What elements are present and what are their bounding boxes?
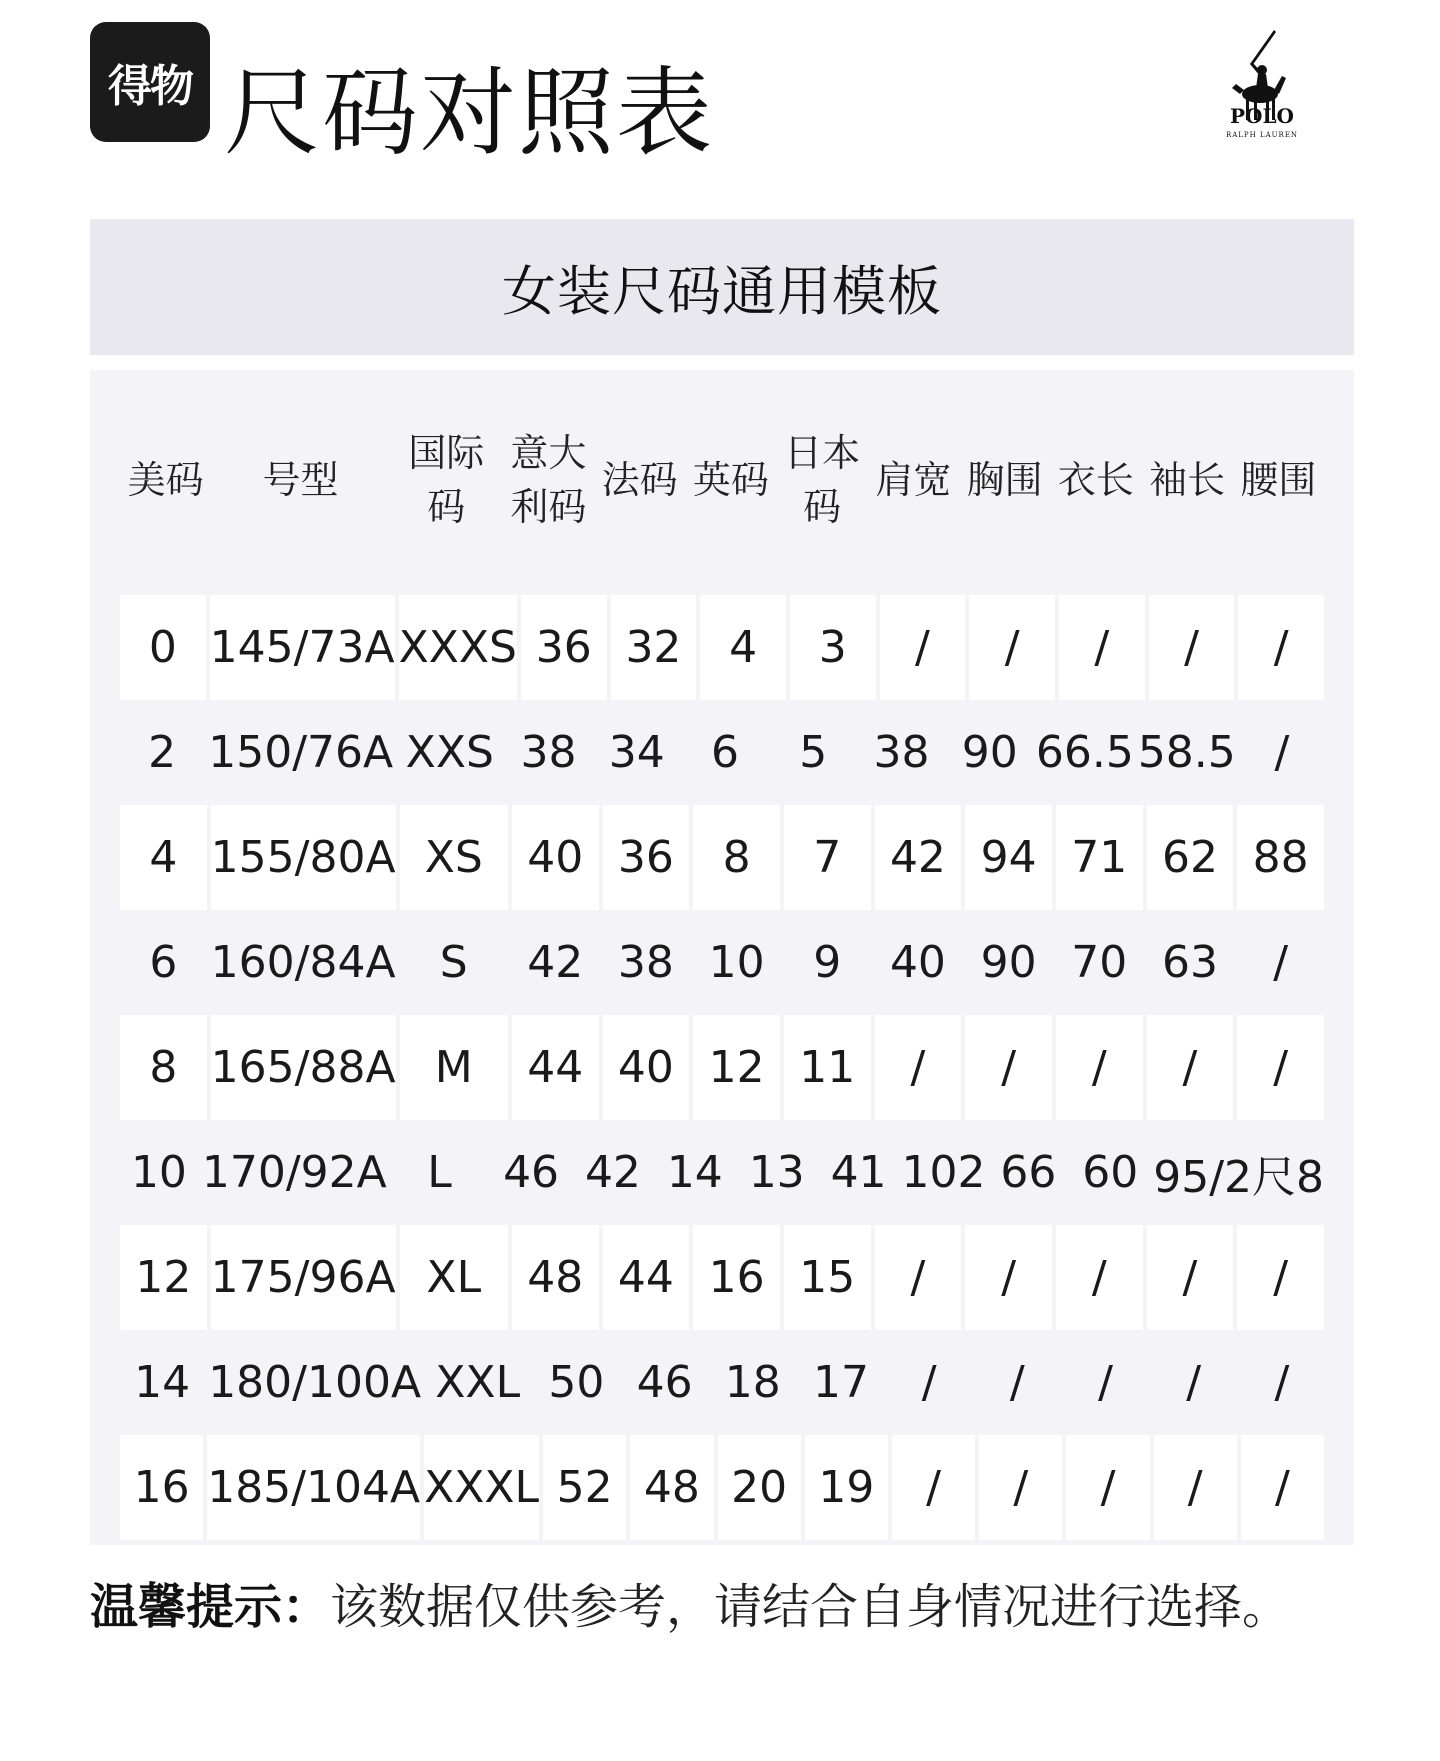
table-header	[120, 370, 1324, 590]
table-cell: 6	[149, 937, 178, 988]
table-cell: 19	[805, 1435, 888, 1540]
table-cell: 36	[603, 805, 690, 910]
table-row	[120, 1120, 1324, 1225]
table-cell: 180/100A	[208, 1357, 422, 1408]
table-cell: 95/2尺8	[1153, 1151, 1325, 1203]
table-cell: 40	[512, 805, 599, 910]
table-cell: 8	[693, 805, 780, 910]
header-cell: 意大利码	[510, 431, 587, 529]
table-cell: /	[1186, 1357, 1202, 1408]
table-cell: 40	[603, 1015, 690, 1120]
table-body	[120, 595, 1324, 1540]
table-cell: 34	[608, 727, 665, 778]
table-cell: 48	[630, 1435, 713, 1540]
table-cell: XXXL	[424, 1435, 539, 1540]
table-cell: 52	[543, 1435, 626, 1540]
table-cell: 12	[693, 1015, 780, 1120]
table-cell: 18	[724, 1357, 781, 1408]
table-cell: /	[1241, 1435, 1324, 1540]
table-cell: 15	[784, 1225, 871, 1330]
table-cell: XL	[400, 1225, 508, 1330]
table-cell: /	[921, 1357, 937, 1408]
table-cell: 38	[520, 727, 577, 778]
table-cell: /	[1147, 1015, 1234, 1120]
table-cell: 10	[130, 1147, 187, 1198]
table-cell: 16	[693, 1225, 780, 1330]
table-cell: 11	[784, 1015, 871, 1120]
table-cell: 38	[873, 727, 930, 778]
table-cell: /	[1009, 1357, 1025, 1408]
table-cell: 5	[799, 727, 828, 778]
table-cell: 41	[830, 1147, 887, 1198]
table-cell: 170/92A	[201, 1147, 387, 1198]
table-cell: /	[892, 1435, 975, 1540]
table-cell: 48	[512, 1225, 599, 1330]
table-cell: 150/76A	[208, 727, 394, 778]
table-cell: 14	[666, 1147, 723, 1198]
table-title-banner	[90, 219, 1354, 355]
table-cell: M	[400, 1015, 508, 1120]
table-cell: 88	[1237, 805, 1324, 910]
page-title: 尺码对照表	[224, 57, 714, 169]
footer-tip	[90, 1568, 1290, 1637]
table-cell: /	[1237, 1015, 1324, 1120]
table-cell: 155/80A	[211, 805, 396, 910]
table-cell: 42	[584, 1147, 641, 1198]
table-cell: /	[1238, 595, 1324, 700]
table-cell: 90	[961, 727, 1018, 778]
table-cell: /	[875, 1225, 962, 1330]
table-cell: 40	[889, 937, 946, 988]
tip-text: 该数据仅供参考，请结合自身情况进行选择。	[330, 1579, 1291, 1635]
table-cell: 7	[784, 805, 871, 910]
table-cell: 46	[503, 1147, 560, 1198]
brand-name: POLO	[1230, 104, 1294, 128]
table-cell: 38	[617, 937, 674, 988]
table-cell: 63	[1161, 937, 1218, 988]
header-cell: 号型	[262, 458, 339, 502]
table-cell: /	[1149, 595, 1235, 700]
table-cell: /	[965, 1015, 1052, 1120]
table-cell: 36	[521, 595, 607, 700]
header-cell: 胸围	[966, 458, 1043, 502]
table-row	[120, 1015, 1324, 1120]
table-cell: /	[880, 595, 966, 700]
table-cell: 2	[148, 727, 177, 778]
table-cell: XS	[400, 805, 508, 910]
table-cell: /	[1056, 1015, 1143, 1120]
table-cell: 9	[813, 937, 842, 988]
table-cell: 44	[512, 1015, 599, 1120]
table-cell: 94	[965, 805, 1052, 910]
table-row	[120, 595, 1324, 700]
table-cell: 62	[1147, 805, 1234, 910]
table-cell: S	[439, 937, 468, 988]
table-cell: 0	[120, 595, 206, 700]
table-cell: /	[969, 595, 1055, 700]
table-cell: /	[979, 1435, 1062, 1540]
table-cell: /	[1274, 727, 1290, 778]
header-cell: 袖长	[1149, 458, 1226, 502]
table-cell: 50	[548, 1357, 605, 1408]
table-cell: 10	[708, 937, 765, 988]
table-cell: 58.5	[1137, 727, 1236, 778]
table-cell: 175/96A	[211, 1225, 396, 1330]
table-cell: /	[875, 1015, 962, 1120]
table-cell: 185/104A	[207, 1435, 420, 1540]
table-cell: /	[1056, 1225, 1143, 1330]
table-row	[120, 805, 1324, 910]
brand-subtitle: RALPH LAUREN	[1225, 131, 1299, 139]
table-cell: 13	[748, 1147, 805, 1198]
header-cell: 美码	[127, 458, 204, 502]
table-cell: /	[1059, 595, 1145, 700]
table-row	[120, 1330, 1324, 1435]
table-cell: /	[1098, 1357, 1113, 1408]
table-cell: 145/73A	[210, 595, 395, 700]
table-cell: 17	[812, 1357, 869, 1408]
table-cell: 70	[1071, 937, 1128, 988]
header-cell: 法码	[601, 458, 678, 502]
size-chart-table	[90, 370, 1354, 1545]
table-row	[120, 700, 1324, 805]
header-cell: 肩宽	[875, 458, 952, 502]
table-cell: 165/88A	[211, 1015, 396, 1120]
table-cell: 60	[1082, 1147, 1139, 1198]
table-cell: 160/84A	[210, 937, 396, 988]
table-cell: /	[1147, 1225, 1234, 1330]
header-cell: 衣长	[1057, 458, 1134, 502]
table-cell: /	[1237, 1225, 1324, 1330]
table-cell: 66.5	[1035, 727, 1134, 778]
table-cell: XXS	[405, 727, 494, 778]
table-row	[120, 1435, 1324, 1540]
table-cell: 4	[120, 805, 207, 910]
table-cell: /	[1066, 1435, 1149, 1540]
table-cell: 20	[718, 1435, 801, 1540]
table-cell: 42	[875, 805, 962, 910]
table-cell: 32	[611, 595, 697, 700]
table-cell: 14	[134, 1357, 191, 1408]
header-cell: 腰围	[1240, 458, 1317, 502]
table-cell: 90	[980, 937, 1037, 988]
table-cell: /	[1154, 1435, 1237, 1540]
table-cell: 12	[120, 1225, 207, 1330]
table-cell: /	[965, 1225, 1052, 1330]
table-cell: XXL	[435, 1357, 521, 1408]
table-cell: 8	[120, 1015, 207, 1120]
header-cell: 国际码	[408, 431, 485, 529]
table-cell: 4	[700, 595, 786, 700]
tip-label: 温馨提示：	[90, 1579, 331, 1635]
table-cell: 16	[120, 1435, 203, 1540]
header-cell: 英码	[692, 458, 769, 502]
table-cell: L	[427, 1147, 452, 1198]
table-cell: /	[1274, 1357, 1290, 1408]
table-cell: 102	[901, 1147, 986, 1198]
table-cell: 46	[636, 1357, 693, 1408]
app-badge: 得物	[90, 22, 210, 142]
table-cell: 3	[790, 595, 876, 700]
table-cell: 66	[1000, 1147, 1057, 1198]
table-row	[120, 1225, 1324, 1330]
table-cell: 44	[603, 1225, 690, 1330]
header-cell: 日本码	[784, 431, 861, 529]
table-cell: /	[1273, 937, 1289, 988]
table-cell: 42	[527, 937, 584, 988]
table-title: 女装尺码通用模板	[502, 259, 942, 323]
table-cell: 71	[1056, 805, 1143, 910]
table-cell: XXXS	[399, 595, 517, 700]
table-row	[120, 910, 1324, 1015]
table-cell: 6	[711, 727, 740, 778]
